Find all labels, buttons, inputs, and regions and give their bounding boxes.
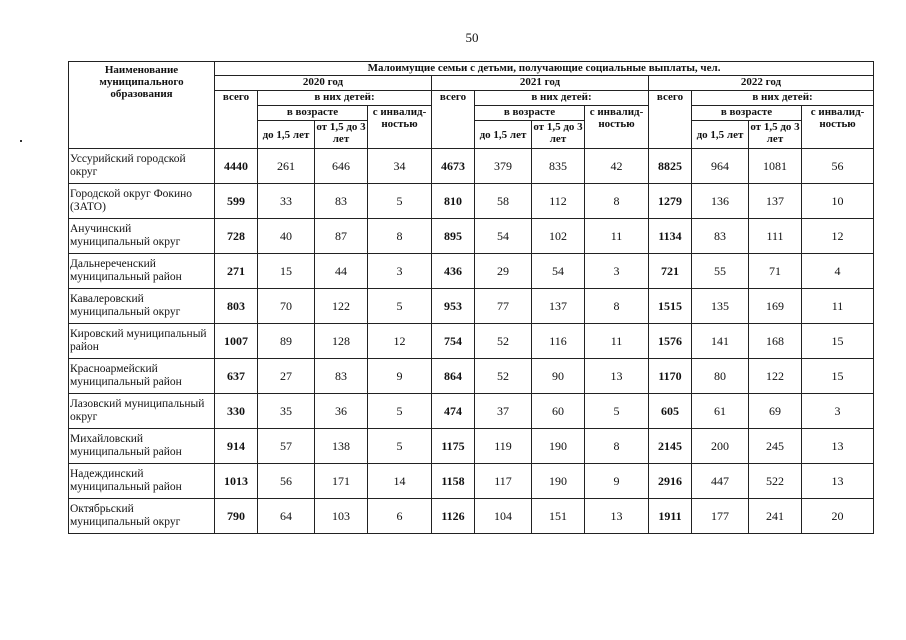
table-row xyxy=(69,394,874,429)
disability-header: с инвалид-ностью xyxy=(368,106,432,149)
table-row xyxy=(69,289,874,324)
cell-age-1-5-to-3: 122 xyxy=(749,359,802,394)
cell-total: 721 xyxy=(649,254,692,289)
cell-disability: 3 xyxy=(585,254,649,289)
cell-disability: 8 xyxy=(585,429,649,464)
cell-age-under-1-5: 379 xyxy=(475,149,532,184)
table-body xyxy=(69,149,874,534)
cell-total: 1279 xyxy=(649,184,692,219)
cell-age-under-1-5: 80 xyxy=(692,359,749,394)
cell-age-under-1-5: 104 xyxy=(475,499,532,534)
cell-age-under-1-5: 57 xyxy=(258,429,315,464)
cell-disability: 5 xyxy=(368,429,432,464)
cell-age-1-5-to-3: 190 xyxy=(532,429,585,464)
cell-total: 1126 xyxy=(432,499,475,534)
cell-age-1-5-to-3: 87 xyxy=(315,219,368,254)
cell-age-1-5-to-3: 90 xyxy=(532,359,585,394)
cell-total: 474 xyxy=(432,394,475,429)
cell-age-under-1-5: 261 xyxy=(258,149,315,184)
table-row xyxy=(69,184,874,219)
cell-age-1-5-to-3: 241 xyxy=(749,499,802,534)
municipality-name: Кавалеровский муниципальный округ xyxy=(69,289,215,324)
table-row xyxy=(69,499,874,534)
cell-age-under-1-5: 964 xyxy=(692,149,749,184)
cell-disability: 8 xyxy=(585,184,649,219)
cell-total: 728 xyxy=(215,219,258,254)
cell-disability: 13 xyxy=(585,359,649,394)
cell-age-under-1-5: 135 xyxy=(692,289,749,324)
table-row xyxy=(69,324,874,359)
table-row xyxy=(69,359,874,394)
cell-disability: 8 xyxy=(368,219,432,254)
age-header: в возрасте xyxy=(475,106,585,121)
cell-age-under-1-5: 77 xyxy=(475,289,532,324)
cell-disability: 8 xyxy=(585,289,649,324)
cell-age-under-1-5: 29 xyxy=(475,254,532,289)
cell-age-1-5-to-3: 1081 xyxy=(749,149,802,184)
cell-age-under-1-5: 35 xyxy=(258,394,315,429)
cell-total: 436 xyxy=(432,254,475,289)
municipality-name: Лазовский муниципальный округ xyxy=(69,394,215,429)
disability-header: с инвалид-ностью xyxy=(802,106,874,149)
municipality-name: Дальнереченский муниципальный район xyxy=(69,254,215,289)
cell-age-under-1-5: 447 xyxy=(692,464,749,499)
cell-age-1-5-to-3: 138 xyxy=(315,429,368,464)
scan-dot xyxy=(20,140,22,142)
cell-total: 1515 xyxy=(649,289,692,324)
age-1-5-to-3-header: от 1,5 до 3 лет xyxy=(749,121,802,149)
cell-age-1-5-to-3: 36 xyxy=(315,394,368,429)
cell-age-1-5-to-3: 71 xyxy=(749,254,802,289)
municipality-name: Октябрьский муниципальный округ xyxy=(69,499,215,534)
cell-disability: 5 xyxy=(585,394,649,429)
cell-disability: 4 xyxy=(802,254,874,289)
cell-age-under-1-5: 56 xyxy=(258,464,315,499)
cell-total: 330 xyxy=(215,394,258,429)
age-under-1-5-header: до 1,5 лет xyxy=(475,121,532,149)
cell-age-under-1-5: 64 xyxy=(258,499,315,534)
cell-disability: 11 xyxy=(585,219,649,254)
cell-disability: 15 xyxy=(802,359,874,394)
table-row xyxy=(69,429,874,464)
cell-disability: 3 xyxy=(802,394,874,429)
cell-total: 637 xyxy=(215,359,258,394)
age-1-5-to-3-header: от 1,5 до 3 лет xyxy=(532,121,585,149)
cell-age-1-5-to-3: 835 xyxy=(532,149,585,184)
cell-age-1-5-to-3: 102 xyxy=(532,219,585,254)
municipality-name: Уссурийский городской округ xyxy=(69,149,215,184)
cell-age-1-5-to-3: 151 xyxy=(532,499,585,534)
cell-disability: 6 xyxy=(368,499,432,534)
cell-age-1-5-to-3: 54 xyxy=(532,254,585,289)
cell-age-1-5-to-3: 646 xyxy=(315,149,368,184)
cell-age-under-1-5: 54 xyxy=(475,219,532,254)
cell-total: 2916 xyxy=(649,464,692,499)
cell-total: 754 xyxy=(432,324,475,359)
cell-total: 2145 xyxy=(649,429,692,464)
column-header-main: Малоимущие семьи с детьми, получающие социальные выплаты, чел. xyxy=(215,62,874,76)
cell-age-1-5-to-3: 111 xyxy=(749,219,802,254)
cell-total: 599 xyxy=(215,184,258,219)
total-header: всего xyxy=(649,91,692,149)
cell-disability: 56 xyxy=(802,149,874,184)
cell-total: 1013 xyxy=(215,464,258,499)
column-header-name: Наименование муниципального образования xyxy=(69,62,215,149)
cell-disability: 9 xyxy=(368,359,432,394)
table-row xyxy=(69,219,874,254)
cell-age-1-5-to-3: 171 xyxy=(315,464,368,499)
cell-total: 864 xyxy=(432,359,475,394)
cell-disability: 5 xyxy=(368,289,432,324)
cell-age-under-1-5: 89 xyxy=(258,324,315,359)
cell-age-1-5-to-3: 44 xyxy=(315,254,368,289)
cell-age-under-1-5: 200 xyxy=(692,429,749,464)
cell-age-under-1-5: 27 xyxy=(258,359,315,394)
cell-disability: 5 xyxy=(368,184,432,219)
cell-total: 1007 xyxy=(215,324,258,359)
cell-disability: 12 xyxy=(368,324,432,359)
total-header: всего xyxy=(215,91,258,149)
children-header: в них детей: xyxy=(475,91,649,106)
municipality-name: Надеждинский муниципальный район xyxy=(69,464,215,499)
cell-disability: 42 xyxy=(585,149,649,184)
cell-disability: 10 xyxy=(802,184,874,219)
cell-disability: 11 xyxy=(802,289,874,324)
age-1-5-to-3-header: от 1,5 до 3 лет xyxy=(315,121,368,149)
cell-age-under-1-5: 33 xyxy=(258,184,315,219)
cell-total: 4440 xyxy=(215,149,258,184)
cell-age-under-1-5: 40 xyxy=(258,219,315,254)
age-header: в возрасте xyxy=(258,106,368,121)
cell-age-under-1-5: 136 xyxy=(692,184,749,219)
cell-age-1-5-to-3: 168 xyxy=(749,324,802,359)
cell-age-1-5-to-3: 522 xyxy=(749,464,802,499)
cell-disability: 11 xyxy=(585,324,649,359)
cell-age-under-1-5: 52 xyxy=(475,359,532,394)
cell-total: 1158 xyxy=(432,464,475,499)
municipality-name: Городской округ Фокино (ЗАТО) xyxy=(69,184,215,219)
cell-disability: 5 xyxy=(368,394,432,429)
cell-total: 1175 xyxy=(432,429,475,464)
cell-age-1-5-to-3: 137 xyxy=(749,184,802,219)
cell-disability: 13 xyxy=(802,464,874,499)
cell-age-under-1-5: 70 xyxy=(258,289,315,324)
cell-age-1-5-to-3: 128 xyxy=(315,324,368,359)
cell-total: 8825 xyxy=(649,149,692,184)
cell-total: 790 xyxy=(215,499,258,534)
table-row xyxy=(69,149,874,184)
year-header-2022: 2022 год xyxy=(649,76,874,91)
municipality-name: Анучинский муниципальный округ xyxy=(69,219,215,254)
cell-disability: 15 xyxy=(802,324,874,359)
cell-total: 271 xyxy=(215,254,258,289)
cell-total: 953 xyxy=(432,289,475,324)
age-under-1-5-header: до 1,5 лет xyxy=(692,121,749,149)
table-row xyxy=(69,464,874,499)
families-table xyxy=(68,61,874,534)
cell-age-1-5-to-3: 112 xyxy=(532,184,585,219)
cell-disability: 12 xyxy=(802,219,874,254)
cell-disability: 13 xyxy=(585,499,649,534)
cell-disability: 3 xyxy=(368,254,432,289)
cell-total: 1134 xyxy=(649,219,692,254)
cell-age-under-1-5: 119 xyxy=(475,429,532,464)
cell-age-1-5-to-3: 169 xyxy=(749,289,802,324)
cell-age-1-5-to-3: 137 xyxy=(532,289,585,324)
cell-age-under-1-5: 83 xyxy=(692,219,749,254)
total-header: всего xyxy=(432,91,475,149)
municipality-name: Кировский муниципальный район xyxy=(69,324,215,359)
municipality-name: Михайловский муниципальный район xyxy=(69,429,215,464)
cell-age-1-5-to-3: 190 xyxy=(532,464,585,499)
cell-age-1-5-to-3: 69 xyxy=(749,394,802,429)
children-header: в них детей: xyxy=(258,91,432,106)
cell-age-1-5-to-3: 245 xyxy=(749,429,802,464)
cell-age-under-1-5: 58 xyxy=(475,184,532,219)
cell-age-under-1-5: 117 xyxy=(475,464,532,499)
cell-age-1-5-to-3: 83 xyxy=(315,359,368,394)
cell-total: 895 xyxy=(432,219,475,254)
cell-total: 4673 xyxy=(432,149,475,184)
cell-total: 1576 xyxy=(649,324,692,359)
cell-age-under-1-5: 141 xyxy=(692,324,749,359)
cell-total: 803 xyxy=(215,289,258,324)
cell-age-under-1-5: 61 xyxy=(692,394,749,429)
cell-total: 810 xyxy=(432,184,475,219)
cell-total: 605 xyxy=(649,394,692,429)
cell-age-under-1-5: 52 xyxy=(475,324,532,359)
page-number: 50 xyxy=(465,30,479,45)
cell-disability: 9 xyxy=(585,464,649,499)
cell-disability: 34 xyxy=(368,149,432,184)
cell-age-1-5-to-3: 103 xyxy=(315,499,368,534)
cell-disability: 13 xyxy=(802,429,874,464)
cell-total: 1170 xyxy=(649,359,692,394)
cell-age-1-5-to-3: 122 xyxy=(315,289,368,324)
cell-age-under-1-5: 15 xyxy=(258,254,315,289)
cell-age-1-5-to-3: 83 xyxy=(315,184,368,219)
cell-age-1-5-to-3: 116 xyxy=(532,324,585,359)
table-row xyxy=(69,254,874,289)
cell-age-under-1-5: 55 xyxy=(692,254,749,289)
cell-disability: 20 xyxy=(802,499,874,534)
year-header-2020: 2020 год xyxy=(215,76,432,91)
cell-total: 1911 xyxy=(649,499,692,534)
age-header: в возрасте xyxy=(692,106,802,121)
children-header: в них детей: xyxy=(692,91,874,106)
year-header-2021: 2021 год xyxy=(432,76,649,91)
disability-header: с инвалид-ностью xyxy=(585,106,649,149)
cell-total: 914 xyxy=(215,429,258,464)
cell-age-1-5-to-3: 60 xyxy=(532,394,585,429)
age-under-1-5-header: до 1,5 лет xyxy=(258,121,315,149)
cell-age-under-1-5: 37 xyxy=(475,394,532,429)
municipality-name: Красноармейский муниципальный район xyxy=(69,359,215,394)
cell-disability: 14 xyxy=(368,464,432,499)
cell-age-under-1-5: 177 xyxy=(692,499,749,534)
